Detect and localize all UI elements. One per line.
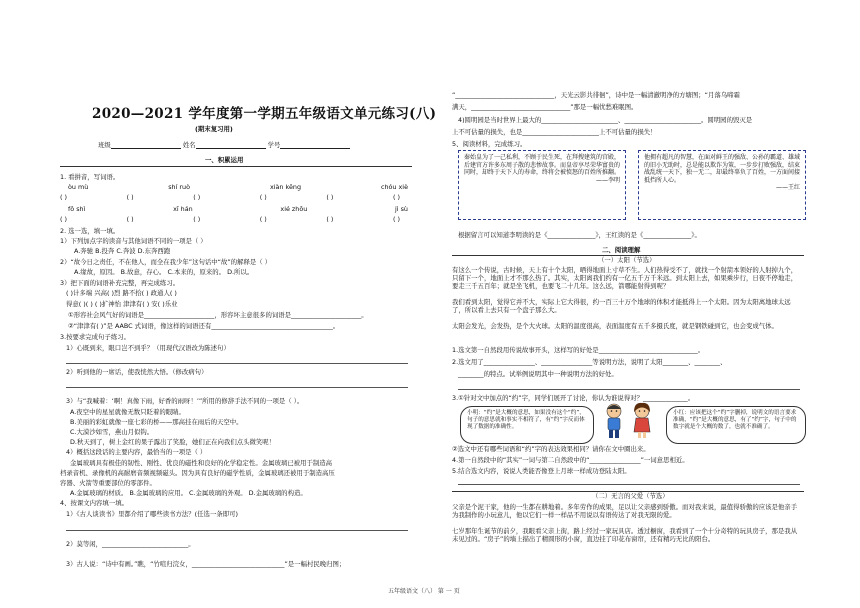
comment-text: 秦始皇为了一己私利，不顾于民生死，在拜搜建筑的宫殿，后建官方许多东周子散的悲惨故事。而皇帝享尽荣华富贵的同时，却终于天下人的寿命，终将会被愤怒的百姓所推翻。	[464, 154, 621, 176]
sentence-q1: 1）心既到来，眼口岂不到乎？（用现代汉语改为陈述句）	[66, 344, 230, 352]
section-two-heading: 二、阅读理解	[602, 246, 641, 254]
answer-line[interactable]	[66, 363, 408, 364]
idiom-row-2[interactable]: 得意( )( ) ( )扩神怡 津津有( ) 安( )乐业	[66, 300, 178, 308]
answer-line[interactable]	[458, 484, 800, 485]
id-blank[interactable]	[280, 141, 350, 149]
q5-prompt: 4、按课文内容填一填。	[60, 499, 128, 507]
reading-2-paragraph: 七岁那年生诞节的前夕，我眼看父亲上街，路上经过一家玩具店。透过橱窗，我看到了一个十分奇特的玩具房子，那是我从未见过的。“房子”的墙上描出了精圆形的小窗，直边挂了印花布窗帘，还有精巧无比的阳台。	[452, 527, 798, 543]
q2-1-options[interactable]: A.奔驰 B.投奔 C.奔波 D.东奔西跑	[74, 247, 171, 255]
reading-1-paragraph: 太阳会发光，会发热，是个大火球。太阳的温度很高，表面温度有五千多摄氏度，就是钢铁碰到它，也会变成气体。	[452, 322, 778, 330]
answer-brackets-row-1[interactable]: ( ) ( ) ( ) ( ) ( ) ( )	[60, 193, 400, 201]
answer-line[interactable]	[458, 389, 800, 390]
reading-1-paragraph: 有这么一个传说，古时候，天上有十个太阳，晒得地面上寸草不生。人们热得受不了，就找一个射箭本领好的人射掉九个，只留下一个，地面上才不那么热了。其实，太阳离我们约有一亿五千万千米远。到太阳上去，如果乘步行，日夜不停地走，要走三千五百年；就是坐飞机，也要飞二十几年。这么远，箭哪能射得到呢？	[452, 266, 798, 290]
pinyin-item: xī hán	[173, 205, 193, 213]
reading-material-prompt: 5、阅读材料，完成练习。	[452, 140, 527, 148]
q3-subquestion-b[interactable]: ②“津津有( )”是 AABC 式词语，像这样的词语还有______________________________________。	[68, 322, 340, 330]
reading-q1[interactable]: 1.选文第一自然段用传说故事开头，这样写的好处是_______________________________。	[452, 346, 705, 354]
reading-q2[interactable]: 2.选文用了________________、________________等说明方法，说明了太阳________、________、	[452, 358, 727, 366]
q2-prompt: 2. 选一选，填一填。	[60, 227, 120, 235]
pinyin-item: xiàn kěng	[269, 183, 302, 191]
reading-1-paragraph: 我们看到太阳，觉得它并不大，实际上它大得很，约一百三十万个地球的体积才能抵得上一个太阳。因为太阳离地球太远了，所以看上去只有一个盘子那么大。	[452, 298, 791, 314]
pinyin-item: òu mù	[68, 183, 89, 191]
comment-box-wanghong	[638, 150, 806, 220]
section-divider	[452, 491, 804, 492]
pinyin-row-1	[68, 183, 408, 191]
poem-fill-line-2[interactable]: 满天，_______________________________”那是一幅忧愁难眠图。	[452, 103, 638, 111]
speech-bubble-xiaoming	[460, 406, 594, 444]
q4-passage-line: 金属玻璃具有极佳的韧性、刚性、优良的磁性和良好的化学稳定性。金属玻璃已被用于制造高	[70, 459, 333, 467]
sentence-q2: 2）听到他的一席话，使我恍然大悟。（修改病句）	[66, 368, 208, 376]
page-subtitle: (期末复习用)	[195, 125, 233, 133]
yuanmingyuan-line-2[interactable]: 上不可估量的损失，也是________________________上不可估量的损失！	[452, 128, 657, 136]
pinyin-item: fǒ shì	[68, 205, 86, 213]
option-a[interactable]: A.夜空中的星星就像无数只眨着的眼睛。	[70, 408, 185, 416]
pinyin-item: jì sù	[395, 205, 408, 213]
q4-passage-line: 容器、火箭等重要部位的零部件。	[60, 479, 156, 487]
speech-bubble-xiaohong	[666, 406, 806, 444]
page-title: 2020—2021 学年度第一学期五年级语文单元练习(八)	[92, 106, 437, 122]
poem-fill-line-1[interactable]: “_______________________________，天光云影共徘徊”，诗中是一幅清澈明净的方塘图；“月落乌啼霜	[452, 91, 740, 99]
q4-passage-line: 档录音机、录像机的高耐磨音频视频磁头。因为具有良好的磁学性质，金属玻璃还被用于制造高压	[60, 469, 335, 477]
book-title-question[interactable]: 根据留言可以知道李明读的是《_______________》，王红读的是《_______________》。	[458, 231, 701, 239]
id-label: 学号	[267, 141, 281, 149]
answer-line[interactable]	[66, 530, 408, 531]
comment-box-liming	[458, 150, 626, 220]
option-b[interactable]: B.美丽的彩虹就像一座七彩的桥——那高挂在雨后的天空中。	[70, 418, 243, 426]
q4-prompt: 4）概括这段话的主要内容，最恰当的一项是（ ）	[66, 448, 207, 456]
q5-3[interactable]: 3）古人说：“诗中有画。”瞧，“竹喧归浣女，_____________________________”是一幅村民晚归图；	[66, 560, 346, 568]
option-c[interactable]: C.大漠沙如雪，燕山月似钩。	[70, 428, 154, 436]
reading-2-title: （二）无言的父爱（节选）	[592, 492, 669, 500]
q2-1-prompt: 1）下列加点字的读音与其他词语不同的一项是（ ）	[60, 237, 207, 245]
q3-subquestion-a[interactable]: ①形容社会风气好的词语是______________________，形容坏主意很多的词语是______________________。	[68, 311, 368, 319]
yuanmingyuan-line-1[interactable]: 4)圆明园是当时世界上最大的________________________、________________________。圆明园的毁灭是	[458, 116, 753, 124]
name-label: 姓名	[182, 141, 196, 149]
answer-line[interactable]	[66, 387, 408, 388]
reading-q3[interactable]: 3.①针对文中加点的“约”字，同学们展开了讨论，你认为谁说得对？______________。	[452, 394, 695, 402]
q2-2-options[interactable]: A.缘故，原因。 B.故意，存心。 C.本来的，原来的。 D.所以。	[74, 268, 254, 276]
q5-1-prompt: 1）《古人谈读书》里都介绍了哪些读书方法？(任选一条即可)	[66, 510, 239, 518]
page-footer: 五年级语文（八） 第 一 页	[388, 588, 460, 595]
student-info-line	[98, 141, 350, 149]
reading-2-paragraph: 父亲是个泥干家，他的一生都在耕地着。多年劳作的成果，足以让父亲感到骄傲。而对我来说，最值得骄傲的应该是他亲手为我制作的小玩意儿，他以它们一样一样品不用说以有语传达了对我无限的爱。	[452, 503, 798, 519]
section-divider	[452, 255, 804, 256]
reading-q3-part2: ②选文中还有哪些词语和“约”字的表达效果相同？请你在文中圈出来。	[452, 445, 650, 453]
bubble-text: 小明：“约”是大概的意思，如果没有这个“约”，句子的意思就和事实不相符了，有“约”字反而体现了数据的准确性。	[467, 410, 585, 430]
comment-text: 他拥有超凡的智慧，在面对鲜王的强敌、公孙的霸道、雄域的旧小无助时，总是能以欺诈为策，一步步打败强敌，结束战乱统一天下，独一无二，却最终辜负了百姓，一方面间接抵挡所人心。	[644, 154, 801, 184]
comment-signature: ——李明	[595, 176, 620, 184]
pinyin-item: chóu xiè	[380, 183, 408, 191]
idiom-row-1[interactable]: ( )计多端 兴高( )烈 路不拾( ) 政通人( )	[66, 289, 177, 297]
reading-q5: 5.结合选文内容，说说人类能否像登上月球一样成功登陆太阳。	[452, 467, 631, 475]
section-one-heading: 一、积累运用	[205, 156, 244, 164]
q-sentence-prompt: 3.按要求完成句子练习。	[60, 333, 131, 341]
q2-2-prompt: 2）“故今日之责任，不在他人，而全在我少年”这句话中“故”的解释是（ ）	[60, 258, 272, 266]
bubble-text: 小红：应该把这个“约”字删掉，说明文的语言要求准确，“约”是大概的意思，有了“约”字，句子中的数字就是个大概的数了，也就不准确了。	[673, 410, 797, 430]
comment-signature: ——王红	[775, 184, 800, 191]
reading-1-title: （一）太阳（节选）	[598, 256, 656, 264]
answer-brackets-row-2[interactable]: ( ) ( ) ( ) ( ) ( ) ( )	[60, 215, 400, 223]
sentence-q3: 3）与“我喊着：‘啊！真像下雨，好香的雨呀！’”所用的修辞手法不同的一项是（ ）。	[66, 397, 304, 405]
pinyin-row-2	[68, 205, 408, 213]
class-blank[interactable]	[111, 141, 181, 149]
section-divider	[60, 166, 412, 167]
name-blank[interactable]	[196, 141, 266, 149]
class-label: 班级	[98, 141, 111, 149]
pinyin-item: xié zhōu	[280, 205, 308, 213]
option-d[interactable]: D.秋天到了，树上金红的果子露出了笑脸，她们正在向我们点头微笑呢！	[70, 438, 276, 446]
boy-illustration-icon	[602, 402, 626, 440]
q5-2[interactable]: 2）莫等闲，___________________________。	[66, 540, 195, 548]
q1-prompt: 1. 看拼音，写词语。	[60, 173, 120, 181]
pinyin-item: shí ruò	[168, 183, 190, 191]
reading-q2-cont[interactable]: ________的特点。试举例说明其中一种说明方法的好处。	[458, 370, 618, 378]
q4-options[interactable]: A.金属玻璃的材质。 B.金属玻璃的应用。 C.金属玻璃的外观。 D.金属玻璃的构造。	[70, 489, 307, 497]
reading-q4[interactable]: 4.第一自然段中的“其实”一词与第二自然段中的“________________”一词意思相近。	[452, 456, 689, 464]
q3-prompt: 3）把下面的词语补充完整，再完成练习。	[60, 279, 180, 287]
girl-illustration-icon	[630, 402, 654, 440]
